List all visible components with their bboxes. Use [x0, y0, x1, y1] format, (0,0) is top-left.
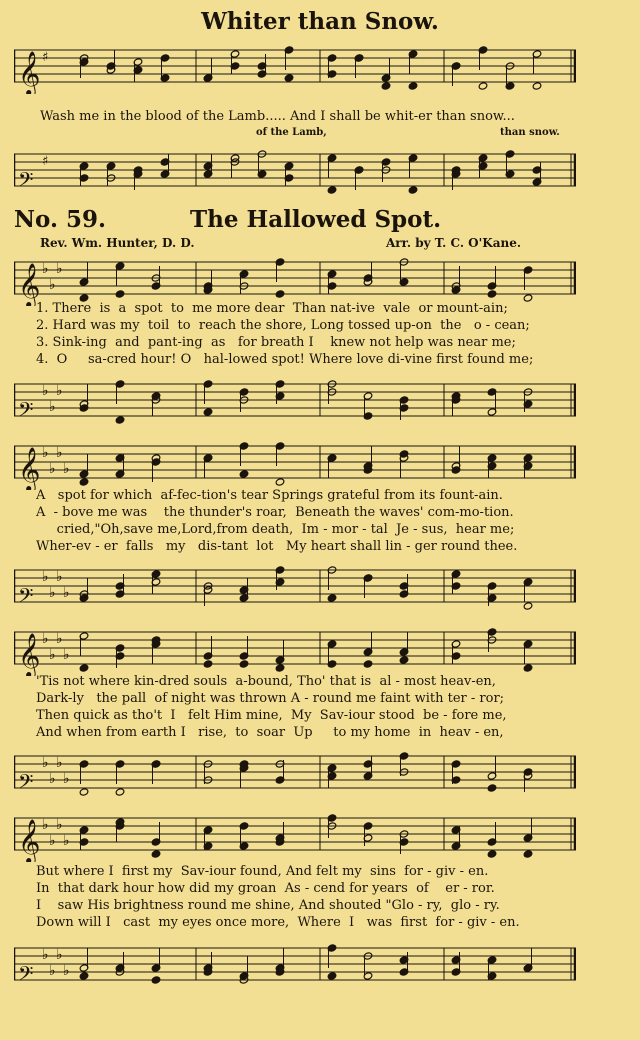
- svg-text:♭: ♭: [42, 755, 49, 771]
- system4-verse4: Down will I cast my eyes once more, Where I was first for - giv - en.: [36, 915, 520, 930]
- treble-clef-icon: 𝄞: [18, 633, 41, 676]
- svg-text:♭: ♭: [63, 461, 70, 477]
- system1-bass-staff: [14, 378, 576, 426]
- system2-treble-staff: [14, 440, 576, 490]
- bass-clef-icon: 𝄢: [18, 770, 34, 798]
- top-echo-lyric-2: than snow.: [500, 127, 560, 138]
- system3-treble-staff: [14, 626, 576, 676]
- svg-text:♭: ♭: [63, 647, 70, 663]
- svg-text:♭: ♭: [56, 817, 63, 833]
- bass-clef-icon: 𝄢: [18, 168, 34, 196]
- svg-text:♭: ♭: [49, 833, 56, 849]
- top-treble-staff: [14, 44, 576, 94]
- system3-verse4: And when from earth I rise, to soar Up to my home in heav - en,: [36, 725, 504, 740]
- svg-text:♭: ♭: [42, 569, 49, 585]
- svg-text:♭: ♭: [63, 963, 70, 979]
- svg-text:♭: ♭: [49, 647, 56, 663]
- svg-text:♯: ♯: [42, 50, 49, 65]
- treble-clef-icon: 𝄞: [18, 51, 41, 94]
- author-credit: Rev. Wm. Hunter, D. D.: [40, 236, 195, 250]
- svg-text:♭: ♭: [42, 445, 49, 461]
- system4-bass-staff: [14, 942, 576, 990]
- svg-text:♭: ♭: [56, 445, 63, 461]
- top-echo-lyric-1: of the Lamb,: [256, 127, 327, 138]
- treble-clef-icon: 𝄞: [18, 447, 41, 490]
- system1-verse3: 3. Sink-ing and pant-ing as for breath I knew not help was near me;: [36, 335, 516, 350]
- system1-verse2: 2. Hard was my toil to reach the shore, Long tossed up-on the o - cean;: [36, 318, 530, 333]
- top-bass-staff: [14, 148, 576, 196]
- system4-verse2: In that dark hour how did my groan As - cend for years of er - ror.: [36, 881, 495, 896]
- system1-treble-staff: [14, 256, 576, 306]
- svg-text:♭: ♭: [42, 631, 49, 647]
- svg-text:♭: ♭: [49, 771, 56, 787]
- bass-clef-icon: 𝄢: [18, 962, 34, 990]
- svg-text:♭: ♭: [63, 833, 70, 849]
- system2-verse1: A spot for which af-fec-tion's tear Springs grateful from its fount-ain.: [36, 488, 503, 503]
- treble-clef-icon: 𝄞: [18, 263, 41, 306]
- svg-text:♭: ♭: [42, 817, 49, 833]
- system2-verse2: A - bove me was the thunder's roar, Beneath the waves' com-mo-tion.: [36, 505, 514, 520]
- system3-verse1: 'Tis not where kin-dred souls a-bound, Tho' that is al - most heav-en,: [36, 674, 496, 689]
- svg-text:♭: ♭: [63, 771, 70, 787]
- svg-text:♭: ♭: [63, 585, 70, 601]
- system4-treble-staff: [14, 812, 576, 862]
- top-lyric-line: Wash me in the blood of the Lamb..... And I shall be whit-er than snow...: [40, 109, 515, 124]
- svg-text:♭: ♭: [56, 947, 63, 963]
- bass-clef-icon: 𝄢: [18, 398, 34, 426]
- svg-text:♭: ♭: [49, 277, 56, 293]
- svg-text:♭: ♭: [49, 461, 56, 477]
- system3-verse2: Dark-ly the pall of night was thrown A - round me faint with ter - ror;: [36, 691, 505, 706]
- svg-text:♭: ♭: [56, 631, 63, 647]
- system2-verse3: cried,"Oh,save me,Lord,from death, Im - mor - tal Je - sus, hear me;: [36, 522, 515, 537]
- svg-text:♭: ♭: [42, 947, 49, 963]
- top-hymn-title: Whiter than Snow.: [201, 8, 439, 35]
- treble-clef-icon: 𝄞: [18, 819, 41, 862]
- svg-text:♭: ♭: [49, 399, 56, 415]
- svg-text:♯: ♯: [42, 154, 49, 169]
- svg-text:♭: ♭: [49, 963, 56, 979]
- svg-text:♭: ♭: [56, 261, 63, 277]
- svg-text:♭: ♭: [56, 755, 63, 771]
- svg-text:♭: ♭: [56, 569, 63, 585]
- system1-verse1: 1. There is a spot to me more dear Than nat-ive vale or mount-ain;: [36, 301, 508, 316]
- system4-verse3: I saw His brightness round me shine, And shouted "Glo - ry, glo - ry.: [36, 898, 500, 913]
- system2-bass-staff: [14, 564, 576, 612]
- bass-clef-icon: 𝄢: [18, 584, 34, 612]
- system3-bass-staff: [14, 750, 576, 798]
- system3-verse3: Then quick as tho't I felt Him mine, My Sav-iour stood be - fore me,: [36, 708, 507, 723]
- svg-text:♭: ♭: [49, 585, 56, 601]
- hymn-title: The Hallowed Spot.: [190, 206, 442, 233]
- svg-text:♭: ♭: [42, 383, 49, 399]
- hymn-number: No. 59.: [14, 206, 106, 233]
- svg-text:♭: ♭: [42, 261, 49, 277]
- arranger-credit: Arr. by T. C. O'Kane.: [386, 236, 522, 250]
- system2-verse4: Wher-ev - er falls my dis-tant lot My heart shall lin - ger round thee.: [36, 539, 518, 554]
- system1-verse4: 4. O sa-cred hour! O hal-lowed spot! Where love di-vine first found me;: [36, 352, 534, 367]
- system4-verse1: But where I first my Sav-iour found, And felt my sins for - giv - en.: [36, 864, 489, 879]
- svg-text:♭: ♭: [56, 383, 63, 399]
